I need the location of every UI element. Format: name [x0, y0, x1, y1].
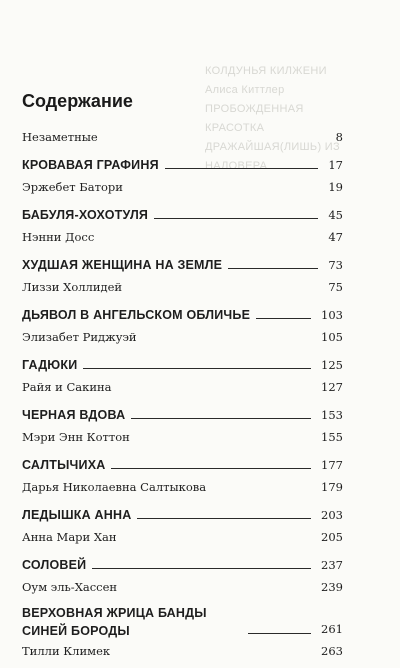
ghost-line: Алиса Киттлер [205, 84, 285, 96]
section-subentry[interactable] [22, 326, 343, 348]
heading-page: 125 [321, 358, 343, 372]
heading-label: КРОВАВАЯ ГРАФИНЯ [22, 158, 159, 172]
subentry-label: Эржебет Батори [22, 180, 123, 194]
subentry-page: 155 [321, 430, 343, 444]
heading-label: БАБУЛЯ-ХОХОТУЛЯ [22, 208, 149, 222]
toc-section [22, 304, 343, 348]
table-of-contents [22, 126, 343, 668]
subentry-label: Дарья Николаевна Салтыкова [22, 480, 207, 494]
toc-section [22, 404, 343, 448]
heading-label: САЛТЫЧИХА [22, 458, 106, 472]
heading-rule [248, 633, 311, 634]
heading-rule [131, 418, 311, 419]
ghost-line: КОЛДУНЬЯ КИЛЖЕНИ [205, 65, 327, 77]
section-subentry[interactable] [22, 526, 343, 548]
section-subentry[interactable] [22, 426, 343, 448]
section-heading[interactable] [22, 304, 343, 326]
section-heading[interactable] [22, 204, 343, 226]
toc-section [22, 254, 343, 298]
subentry-label: Райя и Сакина [22, 380, 112, 394]
section-heading[interactable] [22, 504, 343, 526]
section-heading[interactable] [22, 254, 343, 276]
subentry-label: Оум эль-Хассен [22, 580, 118, 594]
heading-page: 45 [328, 208, 343, 222]
heading-page: 177 [321, 458, 343, 472]
heading-label: ГАДЮКИ [22, 358, 78, 372]
entry-label: Незаметные [22, 130, 98, 144]
page-title: Содержание [22, 91, 133, 111]
heading-rule [92, 568, 311, 569]
heading-rule [111, 468, 311, 469]
heading-page: 153 [321, 408, 343, 422]
section-heading[interactable] [22, 404, 343, 426]
section-subentry[interactable] [22, 276, 343, 298]
subentry-page: 179 [321, 480, 343, 494]
heading-label: ЧЕРНАЯ ВДОВА [22, 408, 126, 422]
subentry-label: Тилли Климек [22, 644, 111, 658]
ghost-line: ПРОБОЖДЕННАЯ КРАСОТКА [205, 103, 304, 134]
subentry-page: 47 [328, 230, 343, 244]
heading-page: 237 [321, 558, 343, 572]
entry-page: 8 [335, 130, 343, 144]
section-subentry[interactable] [22, 226, 343, 248]
subentry-label: Анна Мари Хан [22, 530, 117, 544]
heading-label: ЛЕДЫШКА АННА [22, 508, 132, 522]
toc-section [22, 154, 343, 198]
section-heading[interactable] [22, 154, 343, 176]
toc-entry-intro[interactable] [22, 126, 343, 148]
toc-section [22, 604, 343, 662]
subentry-label: Лиззи Холлидей [22, 280, 123, 294]
toc-section [22, 204, 343, 248]
subentry-page: 239 [321, 580, 343, 594]
subentry-label: Элизабет Риджуэй [22, 330, 137, 344]
section-subentry[interactable] [22, 476, 343, 498]
heading-rule [256, 318, 311, 319]
subentry-page: 127 [321, 380, 343, 394]
heading-label: ХУДШАЯ ЖЕНЩИНА НА ЗЕМЛЕ [22, 258, 223, 272]
heading-rule [165, 168, 319, 169]
section-subentry[interactable] [22, 176, 343, 198]
heading-label: СОЛОВЕЙ [22, 558, 87, 572]
toc-section [22, 554, 343, 598]
heading-label: ДЬЯВОЛ В АНГЕЛЬСКОМ ОБЛИЧЬЕ [22, 308, 251, 322]
section-heading[interactable] [22, 354, 343, 376]
section-subentry[interactable] [22, 576, 343, 598]
heading-rule [154, 218, 318, 219]
toc-section [22, 454, 343, 498]
subentry-page: 105 [321, 330, 343, 344]
heading-page: 103 [321, 308, 343, 322]
toc-section [22, 504, 343, 548]
subentry-page: 75 [328, 280, 343, 294]
section-heading[interactable] [22, 454, 343, 476]
subentry-page: 205 [321, 530, 343, 544]
subentry-page: 19 [328, 180, 343, 194]
heading-page: 203 [321, 508, 343, 522]
section-heading[interactable] [22, 604, 343, 640]
ghost-line: ДРАЖАЙШАЯ(ЛИШЬ) ИЗ НАЛОВЕРА [205, 141, 340, 172]
heading-rule [228, 268, 318, 269]
heading-page: 17 [328, 158, 343, 172]
heading-label: ВЕРХОВНАЯ ЖРИЦА БАНДЫ СИНЕЙ БОРОДЫ [22, 606, 207, 638]
section-heading[interactable] [22, 554, 343, 576]
heading-page: 73 [328, 258, 343, 272]
subentry-label: Нэнни Досс [22, 230, 95, 244]
subentry-page: 263 [321, 644, 343, 658]
section-subentry[interactable] [22, 376, 343, 398]
heading-rule [137, 518, 311, 519]
heading-rule [83, 368, 311, 369]
toc-section [22, 354, 343, 398]
subentry-label: Мэри Энн Коттон [22, 430, 130, 444]
heading-page: 261 [321, 622, 343, 636]
